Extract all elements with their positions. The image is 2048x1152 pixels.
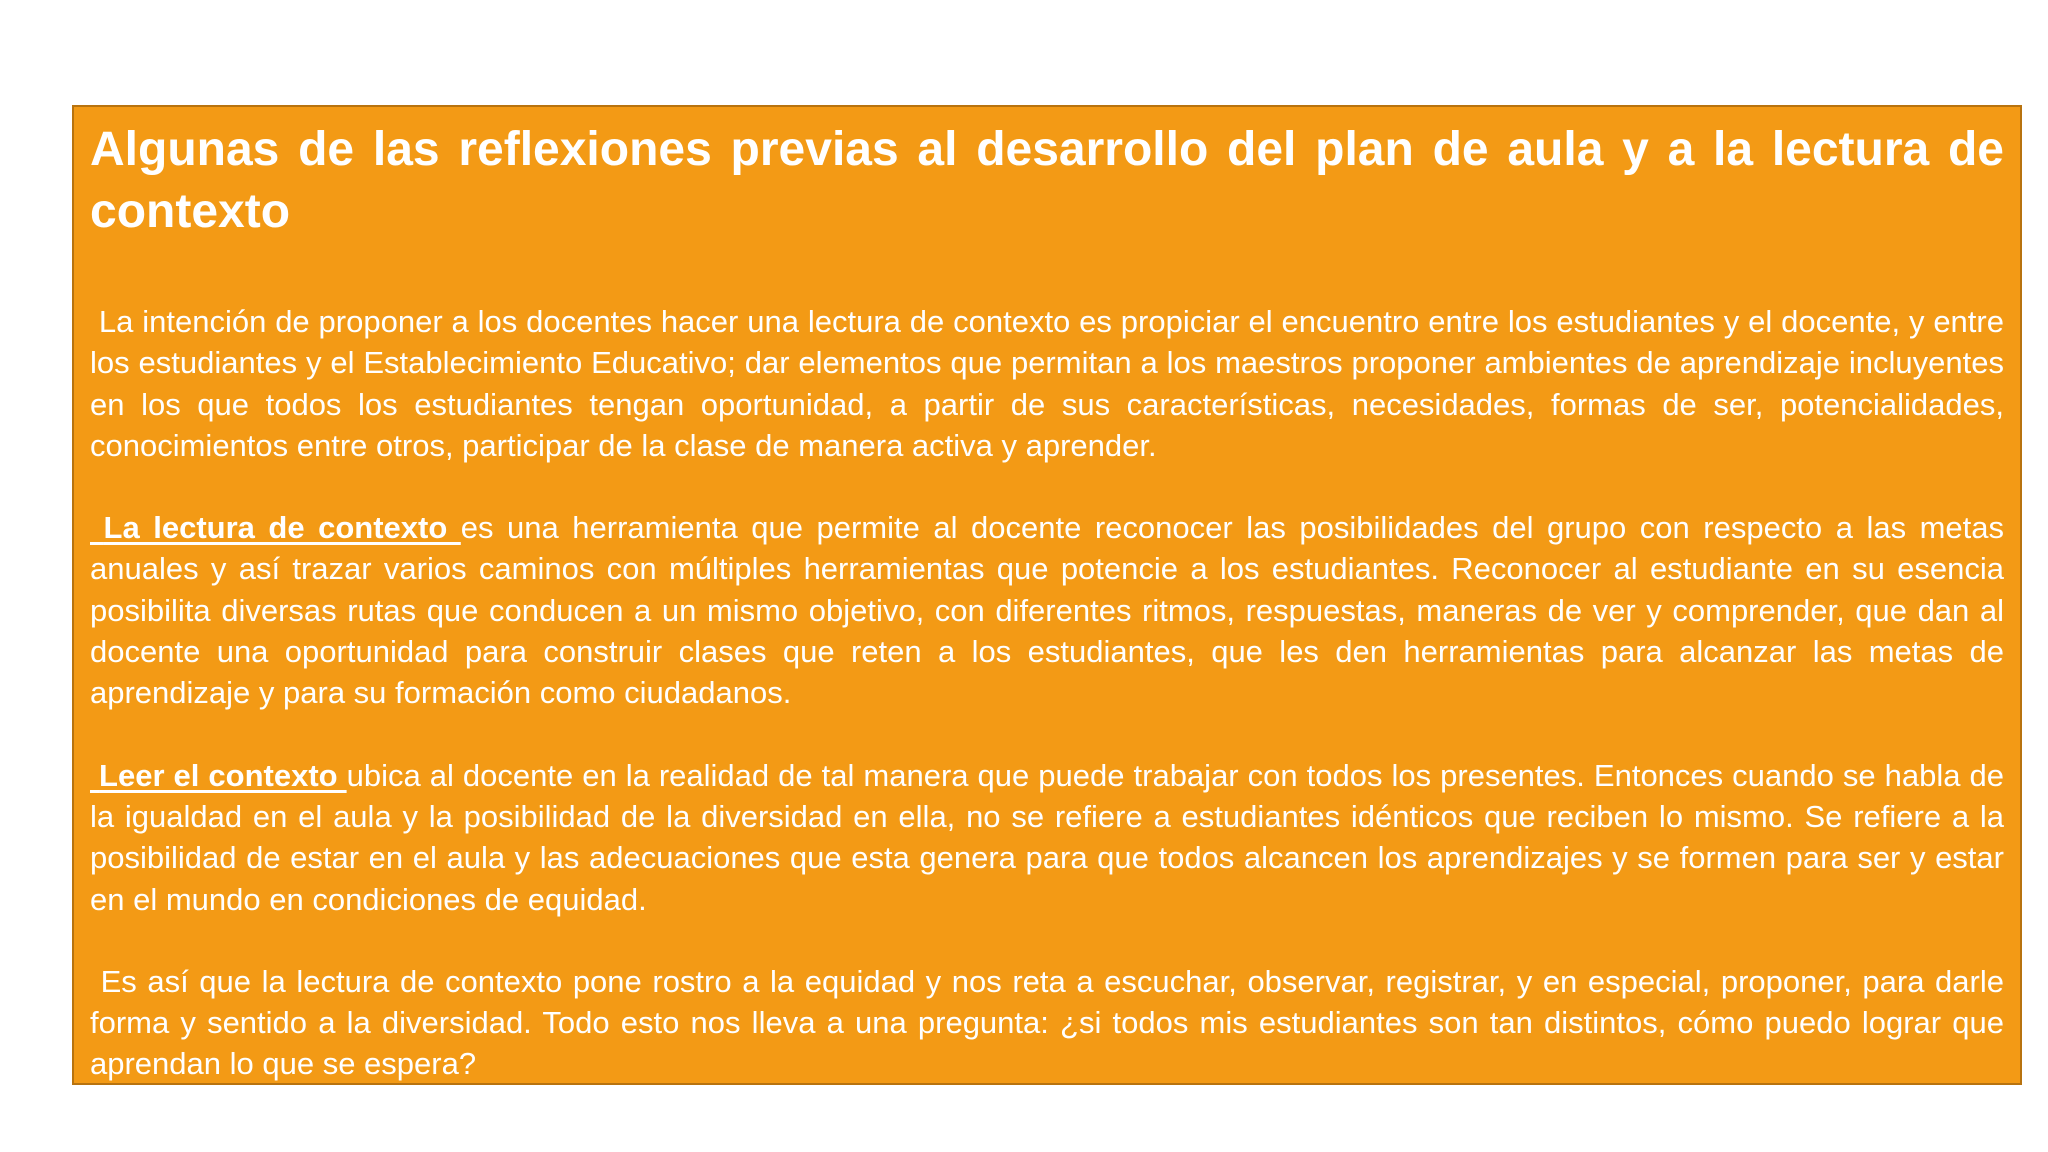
paragraph-text: Es así que la lectura de contexto pone rostro a la equidad y nos reta a escuchar, observar, registrar, y en especial, proponer, para darle forma y sentido a la diversidad. Todo esto nos lleva a una pregunta: ¿si todos mis estudiantes son tan distintos, cómo puedo lograr que aprendan lo que se espera?	[90, 963, 2013, 1082]
paragraph-text: ubica al docente en la realidad de tal manera que puede trabajar con todos los presentes. Entonces cuando se habla de la igualdad en el aula y la posibilidad de la diversidad en ella, no se refiere a estudiantes idénticos que reciben lo mismo. Se refiere a la posibilidad de estar en el aula y las adecuaciones que esta genera para que todos alcancen los aprendizajes y se formen para ser y estar en el mundo en condiciones de equidad.	[90, 757, 2005, 917]
paragraph-text: es una herramienta que permite al docente reconocer las posibilidades del grupo con respecto a las metas anuales y así trazar varios caminos con múltiples herramientas que potencie a los estudiantes. Reconocer al estudiante en su esencia posibilita diversas rutas que conducen a un mismo objetivo, con diferentes ritmos, respuestas, maneras de ver y comprender, que dan al docente una oportunidad para construir clases que reten a los estudiantes, que les den herramientas para alcanzar las metas de aprendizaje y para su formación como ciudadanos.	[90, 510, 2005, 711]
content-box	[72, 105, 2022, 1085]
paragraph-text: La intención de proponer a los docentes hacer una lectura de contexto es propiciar el encuentro entre los estudiantes y el docente, y entre los estudiantes y el Establecimiento Educativo; dar elementos que permitan a los maestros proponer ambientes de aprendizaje incluyentes en los que todos los estudiantes tengan oportunidad, a partir de sus características, necesidades, formas de ser, potencialidades, conocimientos entre otros, participar de la clase de manera activa y aprender.	[90, 304, 2013, 463]
lead-phrase-leer-el-contexto: Leer el contexto	[90, 757, 347, 793]
slide-title: Algunas de las reflexiones previas al desarrollo del plan de aula y a la lectura de contexto	[90, 123, 2004, 238]
paragraph-equidad	[90, 961, 2013, 1085]
paragraph-lectura-de-contexto	[90, 507, 2004, 713]
paragraph-leer-el-contexto	[90, 755, 2004, 920]
lead-phrase-lectura-de-contexto: La lectura de contexto	[90, 510, 461, 546]
paragraph-intencion	[90, 301, 2013, 466]
